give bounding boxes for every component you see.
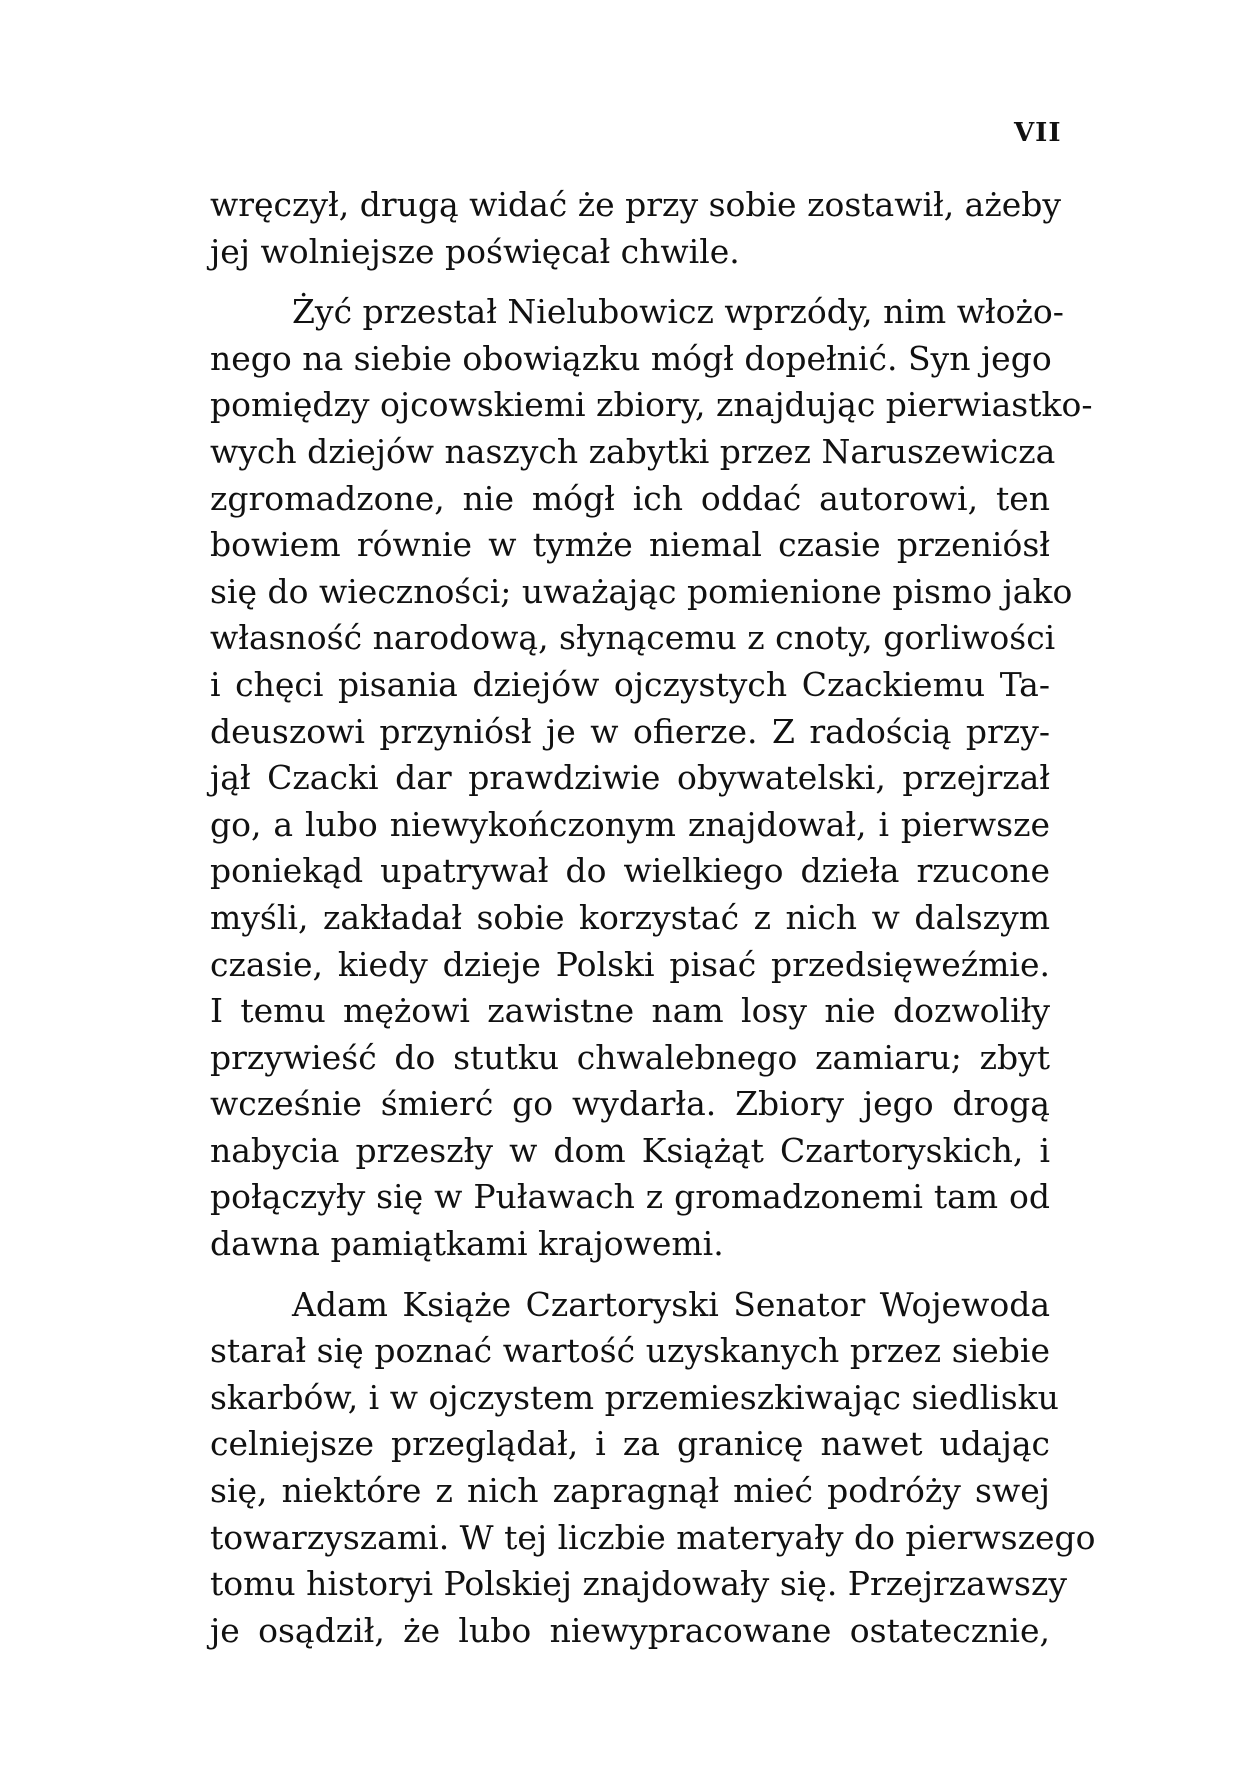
- text-line: jej wolniejsze poświęcał chwile.: [210, 231, 740, 271]
- text-line: przywieść do stutku chwalebnego zamiaru; zbyt: [210, 1037, 1050, 1077]
- text-line: zgromadzone, nie mógł ich oddać autorowi, ten: [210, 478, 1050, 518]
- text-line: myśli, zakładał sobie korzystać z nich w dalszym: [210, 897, 1050, 937]
- page-number: VII: [1014, 118, 1062, 148]
- text-line: nabycia przeszły w dom Książąt Czartoryskich, i: [210, 1130, 1050, 1170]
- text-line: się, niektóre z nich zapragnął mieć podróży swej: [210, 1471, 1050, 1511]
- text-line: Adam Książe Czartoryski Senator Wojewoda: [292, 1284, 1050, 1324]
- text-line: dawna pamiątkami krajowemi.: [210, 1224, 724, 1264]
- text-line: wych dziejów naszych zabytki przez Naruszewicza: [210, 431, 1056, 471]
- text-line: poniekąd upatrywał do wielkiego dzieła rzucone: [210, 851, 1050, 891]
- text-line: pomiędzy ojcowskiemi zbiory, znajdując pierwiastko-: [210, 385, 1093, 425]
- text-line: go, a lubo niewykończonym znajdował, i pierwsze: [210, 804, 1050, 844]
- paragraph-gap: [210, 275, 1050, 289]
- text-line: tomu historyi Polskiej znajdowały się. Przejrzawszy: [210, 1564, 1067, 1604]
- text-line: i chęci pisania dziejów ojczystych Czackiemu Ta-: [210, 664, 1050, 704]
- text-line: wręczył, drugą widać że przy sobie zostawił, ażeby: [210, 185, 1062, 224]
- text-line: celniejsze przeglądał, i za granicę nawet udając: [210, 1424, 1050, 1464]
- text-line: skarbów, i w ojczystem przemieszkiwając siedlisku: [210, 1377, 1059, 1417]
- paragraph-gap: [210, 1268, 1050, 1282]
- text-line: własność narodową, słynącemu z cnoty, gorliwości: [210, 618, 1056, 658]
- text-line: Żyć przestał Nielubowicz wprzódy, nim włożo-: [292, 292, 1064, 332]
- text-line: je osądził, że lubo niewypracowane ostatecznie,: [210, 1610, 1050, 1650]
- text-line: deuszowi przyniósł je w ofierze. Z radością przy-: [210, 711, 1050, 751]
- text-line: I temu mężowi zawistne nam losy nie dozwoliły: [210, 991, 1050, 1031]
- text-line: nego na siebie obowiązku mógł dopełnić. Syn jego: [210, 338, 1052, 378]
- text-line: wcześnie śmierć go wydarła. Zbiory jego drogą: [210, 1084, 1050, 1124]
- text-line: połączyły się w Puławach z gromadzonemi tam od: [210, 1177, 1050, 1217]
- body-text: [210, 182, 1096, 1654]
- text-line: czasie, kiedy dzieje Polski pisać przedsięweźmie.: [210, 944, 1050, 984]
- text-line: jął Czacki dar prawdziwie obywatelski, przejrzał: [210, 758, 1050, 798]
- text-line: towarzyszami. W tej liczbie materyały do pierwszego: [210, 1517, 1096, 1557]
- text-line: starał się poznać wartość uzyskanych przez siebie: [210, 1331, 1050, 1371]
- text-line: się do wieczności; uważając pomienione pismo jako: [210, 571, 1073, 611]
- text-line: bowiem równie w tymże niemal czasie przeniósł: [210, 525, 1050, 565]
